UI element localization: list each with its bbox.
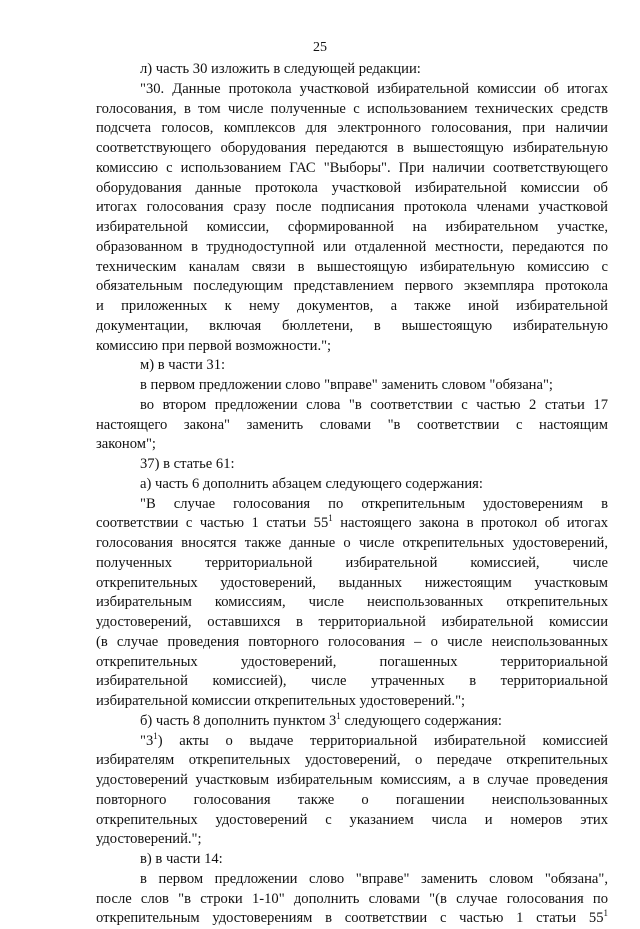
text-line: голосования, в том числе полученные с использованием технических средств [96, 100, 608, 117]
text-line: открепительных удостоверений, выданных нижестоящим участковым [96, 574, 608, 591]
text-line: (в случае проведения повторного голосования – о числе неиспользованных [96, 633, 608, 650]
text-line: удостоверений."; [96, 831, 202, 848]
text-line: "30. Данные протокола участковой избирательной комиссии об итогах [140, 80, 608, 97]
text-line: л) часть 30 изложить в следующей редакции: [140, 61, 421, 77]
text-line: полученных территориальной избирательной комиссией, числе [96, 554, 608, 571]
page-number: 25 [313, 40, 327, 55]
text-line: настоящего закона" заменить словами "в соответствии с настоящим [96, 416, 608, 433]
text-line: удостоверений участковым избирательным комиссиям, а в случае проведения [96, 772, 608, 788]
text-line: подсчета голосов, комплексов для электронного голосования, при наличии [96, 120, 608, 137]
text-line: в первом предложении слово "вправе" заменить словом "обязана"; [140, 377, 553, 393]
text-line: после слов "в строки 1-10" дополнить словами "(в случае голосования по [96, 890, 608, 907]
text-line: "$3^1$) акты о выдаче территориальной избирательной комиссией [140, 730, 608, 749]
text-line: открепительных удостоверений с указанием числа и номеров этих [96, 811, 608, 828]
text-line: б) часть 8 дополнить пунктом $3^1$ следующего содержания: [140, 710, 502, 729]
text-line: соответствующего оборудования передаются в вышестоящую избирательную [96, 140, 608, 156]
text-line: во втором предложении слова "в соответствии с частью 2 статьи 17 [140, 396, 608, 413]
text-line: удостоверений, оставшихся в территориальной избирательной комиссии [96, 614, 608, 630]
text-line: избирательным комиссиям, числе неиспользованных открепительных [96, 594, 608, 611]
text-line: "В случае голосования по открепительным удостоверениям в [140, 495, 608, 512]
text-line: избирательной комиссии открепительных удостоверений."; [96, 693, 466, 709]
text-line: в первом предложении слово "вправе" заменить словом "обязана", [140, 870, 608, 887]
text-line: а) часть 6 дополнить абзацем следующего содержания: [140, 475, 483, 492]
text-line: открепительных удостоверений, погашенных территориальной [96, 653, 608, 670]
text-line: оборудования данные протокола участковой избирательной комиссии об [96, 179, 608, 196]
text-line: 37) в статье 61: [140, 456, 235, 472]
text-line: повторного голосования также о погашении неиспользованных [96, 791, 608, 808]
text-line: избирательной комиссией), числе утраченных в территориальной [96, 673, 608, 690]
text-line: образованном в труднодоступной или отдаленной местности, передаются по [96, 238, 608, 255]
text-line: комиссию при первой возможности."; [96, 337, 332, 354]
text-line: и приложенных к нему документов, а также иной избирательной [96, 298, 608, 314]
text-line: документации, включая бюллетени, в вышестоящую избирательную [96, 317, 608, 334]
text-line: избирателям открепительных удостоверений, о передаче открепительных [96, 752, 608, 769]
text-line: комиссию с использованием ГАС "Выборы". При наличии соответствующего [96, 159, 608, 176]
text-line: избирательной комиссии, сформированной на избирательном участке, [96, 219, 608, 235]
document-body [96, 60, 608, 929]
text-line: техническим каналам связи в вышестоящую избирательную комиссию с [96, 258, 608, 275]
text-line: открепительным удостоверениям в соответствии с частью 1 статьи $55^1$ [96, 908, 608, 927]
text-line: в) в части 14: [140, 851, 223, 867]
text-line: соответствии с частью 1 статьи $55^1$ настоящего закона в протокол об итогах [96, 513, 608, 532]
text-line: обязательным последующим представлением первого экземпляра протокола [96, 278, 608, 295]
text-line: м) в части 31: [140, 357, 226, 374]
text-line: голосования вносятся также данные о числе открепительных удостоверений, [96, 535, 608, 551]
text-line: законом"; [96, 436, 156, 453]
text-line: итогах голосования сразу после подписания протокола членами участковой [96, 199, 608, 216]
